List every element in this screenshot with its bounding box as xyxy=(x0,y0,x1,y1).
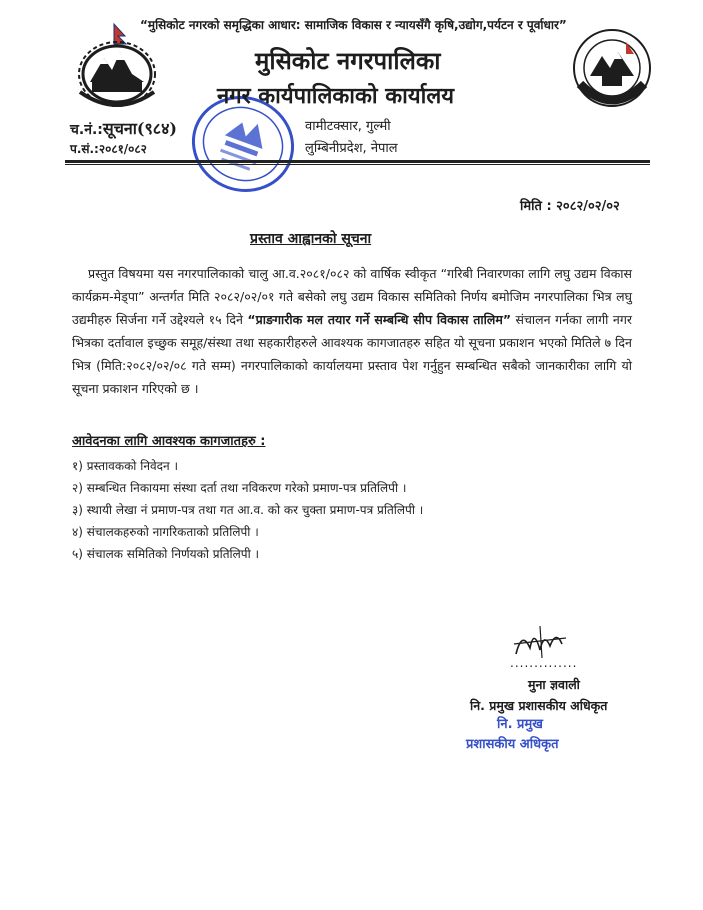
header-divider-thin xyxy=(65,164,650,165)
notice-subject: प्रस्ताव आह्वानको सूचना xyxy=(250,231,372,247)
list-item: १) प्रस्तावकको निवेदन । xyxy=(72,459,179,473)
header-motto: “मुसिकोट नगरको समृद्धिका आधार: सामाजिक विकास र न्यायसँगै कृषि,उद्योग,पर्यटन र पूर्वाधार” xyxy=(140,18,567,32)
header-divider xyxy=(65,160,650,163)
reference-number xyxy=(70,117,177,139)
ref-value: सूचना(९८४) xyxy=(102,119,178,138)
requirements-list xyxy=(72,455,423,565)
musikot-municipality-logo xyxy=(572,28,652,108)
body-text-1: प्रस्तुत विषयमा यस नगरपालिकाको चालु आ.व.२०८१/०८२ को वार्षिक स्वीकृत “गरिबी निवारणका लागि लघु उद्यम विकास कार्यक्रम-मेड्पा” अन्तर्गत मिति २०८२/०२/०१ गते बसेको लघु उद्यम विकास समितिको निर्णय बमोजिम नगरपालिका भित्र लघु उद्यमीहरु सिर्जना गर्ने उद्देश्यले १५ दिने xyxy=(72,266,632,327)
notice-date: मिति : २०८२/०२/०२ xyxy=(520,199,620,214)
address-line-1: वामीटक्सार, गुल्मी xyxy=(305,119,391,134)
signatory-name: मुना ज्ञवाली xyxy=(528,677,580,692)
ref-label: च.नं.: xyxy=(70,122,103,138)
office-subtitle: नगर कार्यपालिकाको कार्यालय xyxy=(217,84,454,109)
list-item: २) सम्बन्धित निकायमा संस्था दर्ता तथा नविकरण गरेको प्रमाण-पत्र प्रतिलिपी । xyxy=(72,481,407,495)
nepal-emblem-logo xyxy=(70,22,165,114)
list-item: ३) स्थायी लेखा नं प्रमाण-पत्र तथा गत आ.व. को कर चुक्ता प्रमाण-पत्र प्रतिलिपी । xyxy=(72,503,424,517)
list-item: ५) संचालक समितिको निर्णयको प्रतिलिपी । xyxy=(72,547,260,561)
address-line-2: लुम्बिनीप्रदेश, नेपाल xyxy=(305,141,398,156)
fiscal-year: प.सं.:२०८१/०८२ xyxy=(70,142,147,156)
signatory-designation: नि. प्रमुख प्रशासकीय अधिकृत xyxy=(470,698,608,713)
requirements-heading: आवेदनका लागि आवश्यक कागजातहरु : xyxy=(72,434,266,449)
body-training-title: “प्राङगारीक मल तयार गर्ने सम्बन्धि सीप विकास तालिम” xyxy=(247,312,512,327)
office-name: मुसिकोट नगरपालिका xyxy=(255,47,441,75)
flag-icon xyxy=(114,24,126,44)
signature-dots: .............. xyxy=(510,656,578,670)
list-item: ४) संचालकहरुको नागरिकताको प्रतिलिपी । xyxy=(72,525,259,539)
body-text-2: संचालन गर्नका लागी नगर भित्रका दर्तावाल इच्छुक समूह/संस्था तथा सहकारीहरुले आवश्यक कागजातहरु सहित यो सूचना प्रकाशन भएको मितिले ७ दिन भित्र (मिति:२०८२/०२/०८ गते सम्म) नगरपालिकाको कार्यालयमा प्रस्ताव पेश गर्नुहुन सम्बन्धित सबैको जानकारीका लागि यो सूचना प्रकाशन गरिएको छ । xyxy=(72,312,632,396)
designation-stamp-line1: नि. प्रमुख xyxy=(497,717,543,732)
designation-stamp-line2: प्रशासकीय अधिकृत xyxy=(466,737,559,752)
notice-body xyxy=(72,262,632,400)
